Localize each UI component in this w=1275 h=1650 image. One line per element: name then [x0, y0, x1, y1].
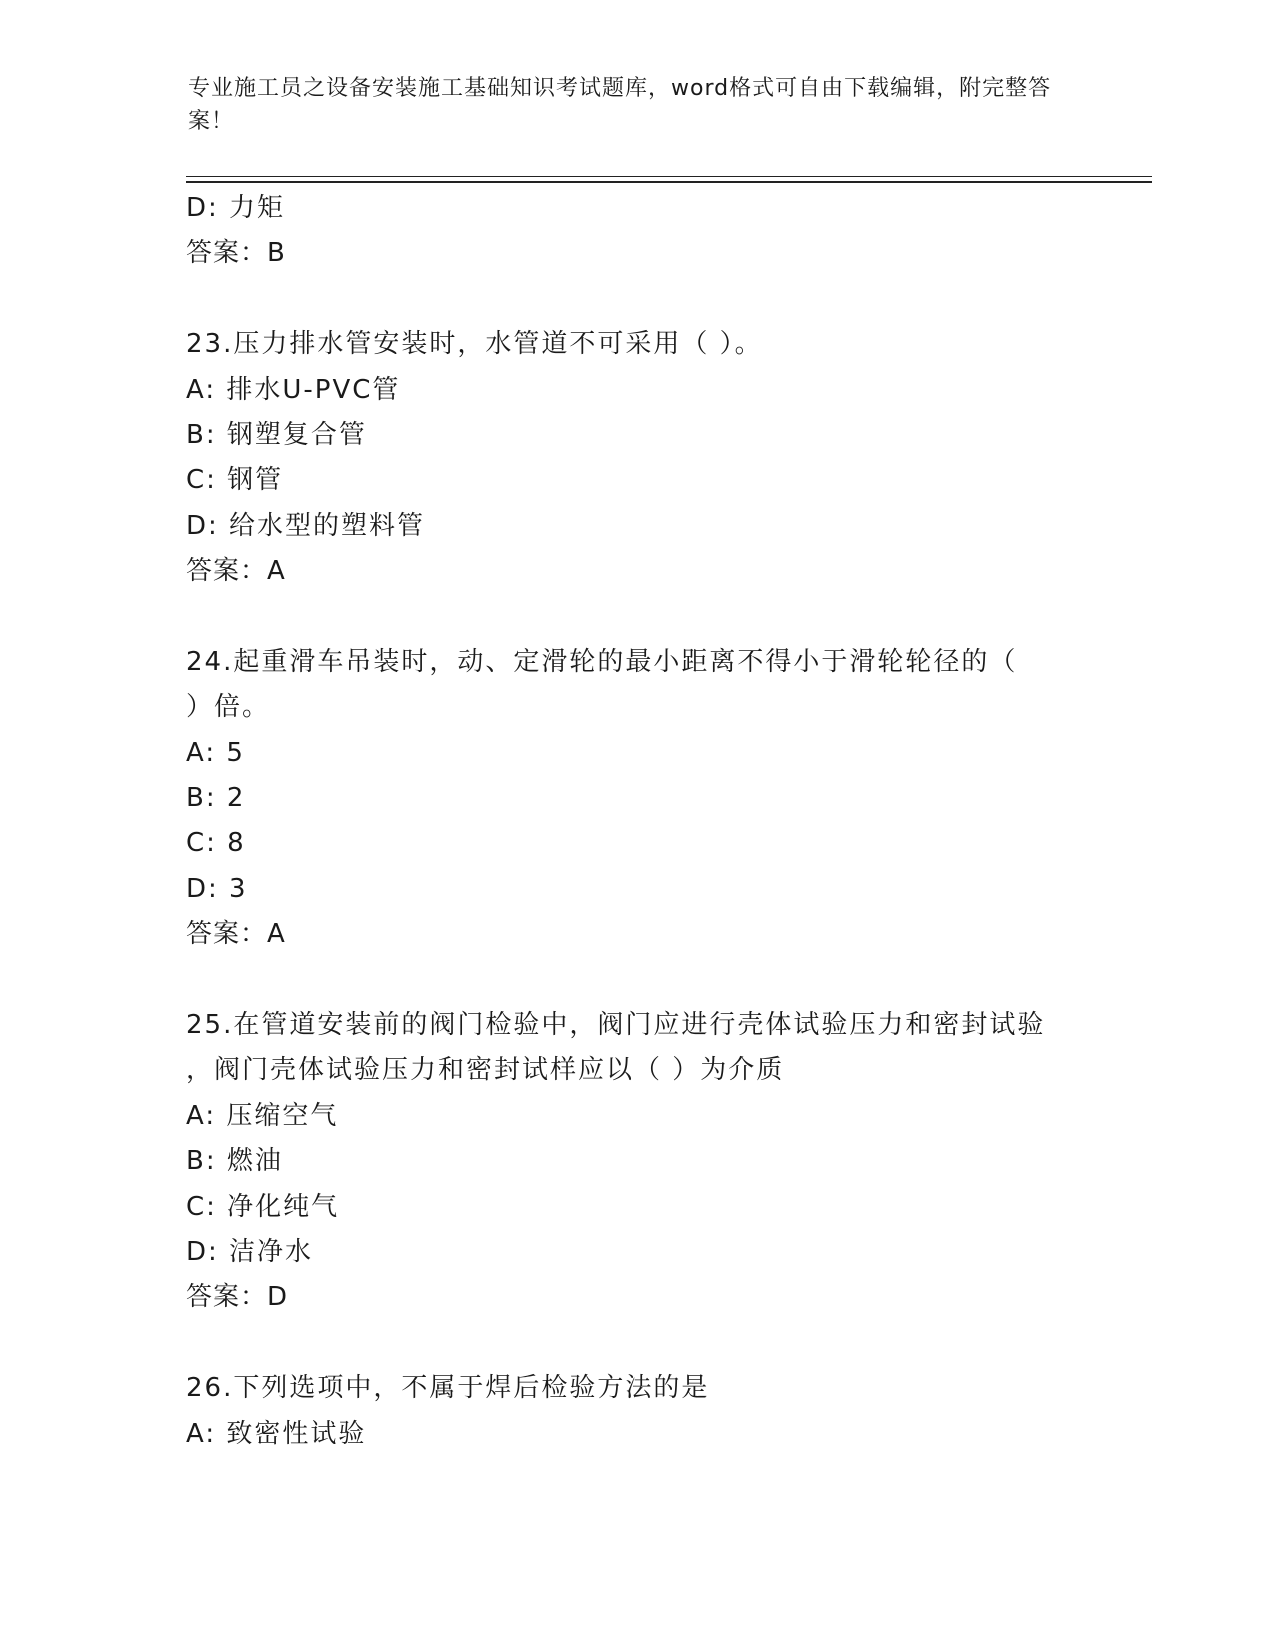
q25-answer: 答案：D [186, 1282, 289, 1313]
q24-option-c: C: 8 [186, 828, 246, 859]
q25-option-b: B: 燃油 [186, 1146, 283, 1177]
header-title: 专业施工员之设备安装施工基础知识考试题库，word格式可自由下载编辑，附完整答案！ [188, 76, 1052, 134]
q25-option-c: C: 净化纯气 [186, 1191, 340, 1222]
q23-option-a: A: 排水U-PVC管 [186, 374, 401, 405]
q23-option-c: C: 钢管 [186, 465, 284, 496]
document-header [188, 72, 1068, 138]
q24-option-a: A: 5 [186, 737, 245, 768]
header-divider-thin [186, 176, 1152, 177]
q24-question-line1: 24.起重滑车吊装时，动、定滑轮的最小距离不得小于滑轮轮径的（ [186, 646, 1018, 677]
q23-answer: 答案：A [186, 556, 286, 587]
spacer [186, 277, 1086, 322]
q23-option-b: B: 钢塑复合管 [186, 419, 367, 450]
q25-option-a: A: 压缩空气 [186, 1100, 339, 1131]
q23-question: 23.压力排水管安装时，水管道不可采用（ ）。 [186, 329, 763, 360]
q22-answer: 答案：B [186, 238, 286, 269]
q23-option-d: D: 给水型的塑料管 [186, 510, 426, 541]
exam-content [186, 186, 1086, 1457]
spacer [186, 595, 1086, 640]
q24-question-line2: ）倍。 [186, 692, 271, 723]
q25-question-line1: 25.在管道安装前的阀门检验中，阀门应进行壳体试验压力和密封试验 [186, 1010, 1046, 1041]
q24-option-b: B: 2 [186, 783, 246, 814]
spacer [186, 1321, 1086, 1366]
header-divider-thick [186, 181, 1152, 183]
q25-option-d: D: 洁净水 [186, 1236, 314, 1267]
q26-question: 26.下列选项中，不属于焊后检验方法的是 [186, 1373, 710, 1404]
q26-option-a: A: 致密性试验 [186, 1418, 367, 1449]
q24-option-d: D: 3 [186, 873, 248, 904]
q24-answer: 答案：A [186, 919, 286, 950]
q25-question-line2: ，阀门壳体试验压力和密封试样应以（ ）为介质 [186, 1055, 785, 1086]
spacer [186, 958, 1086, 1003]
q22-option-d: D: 力矩 [186, 193, 286, 223]
